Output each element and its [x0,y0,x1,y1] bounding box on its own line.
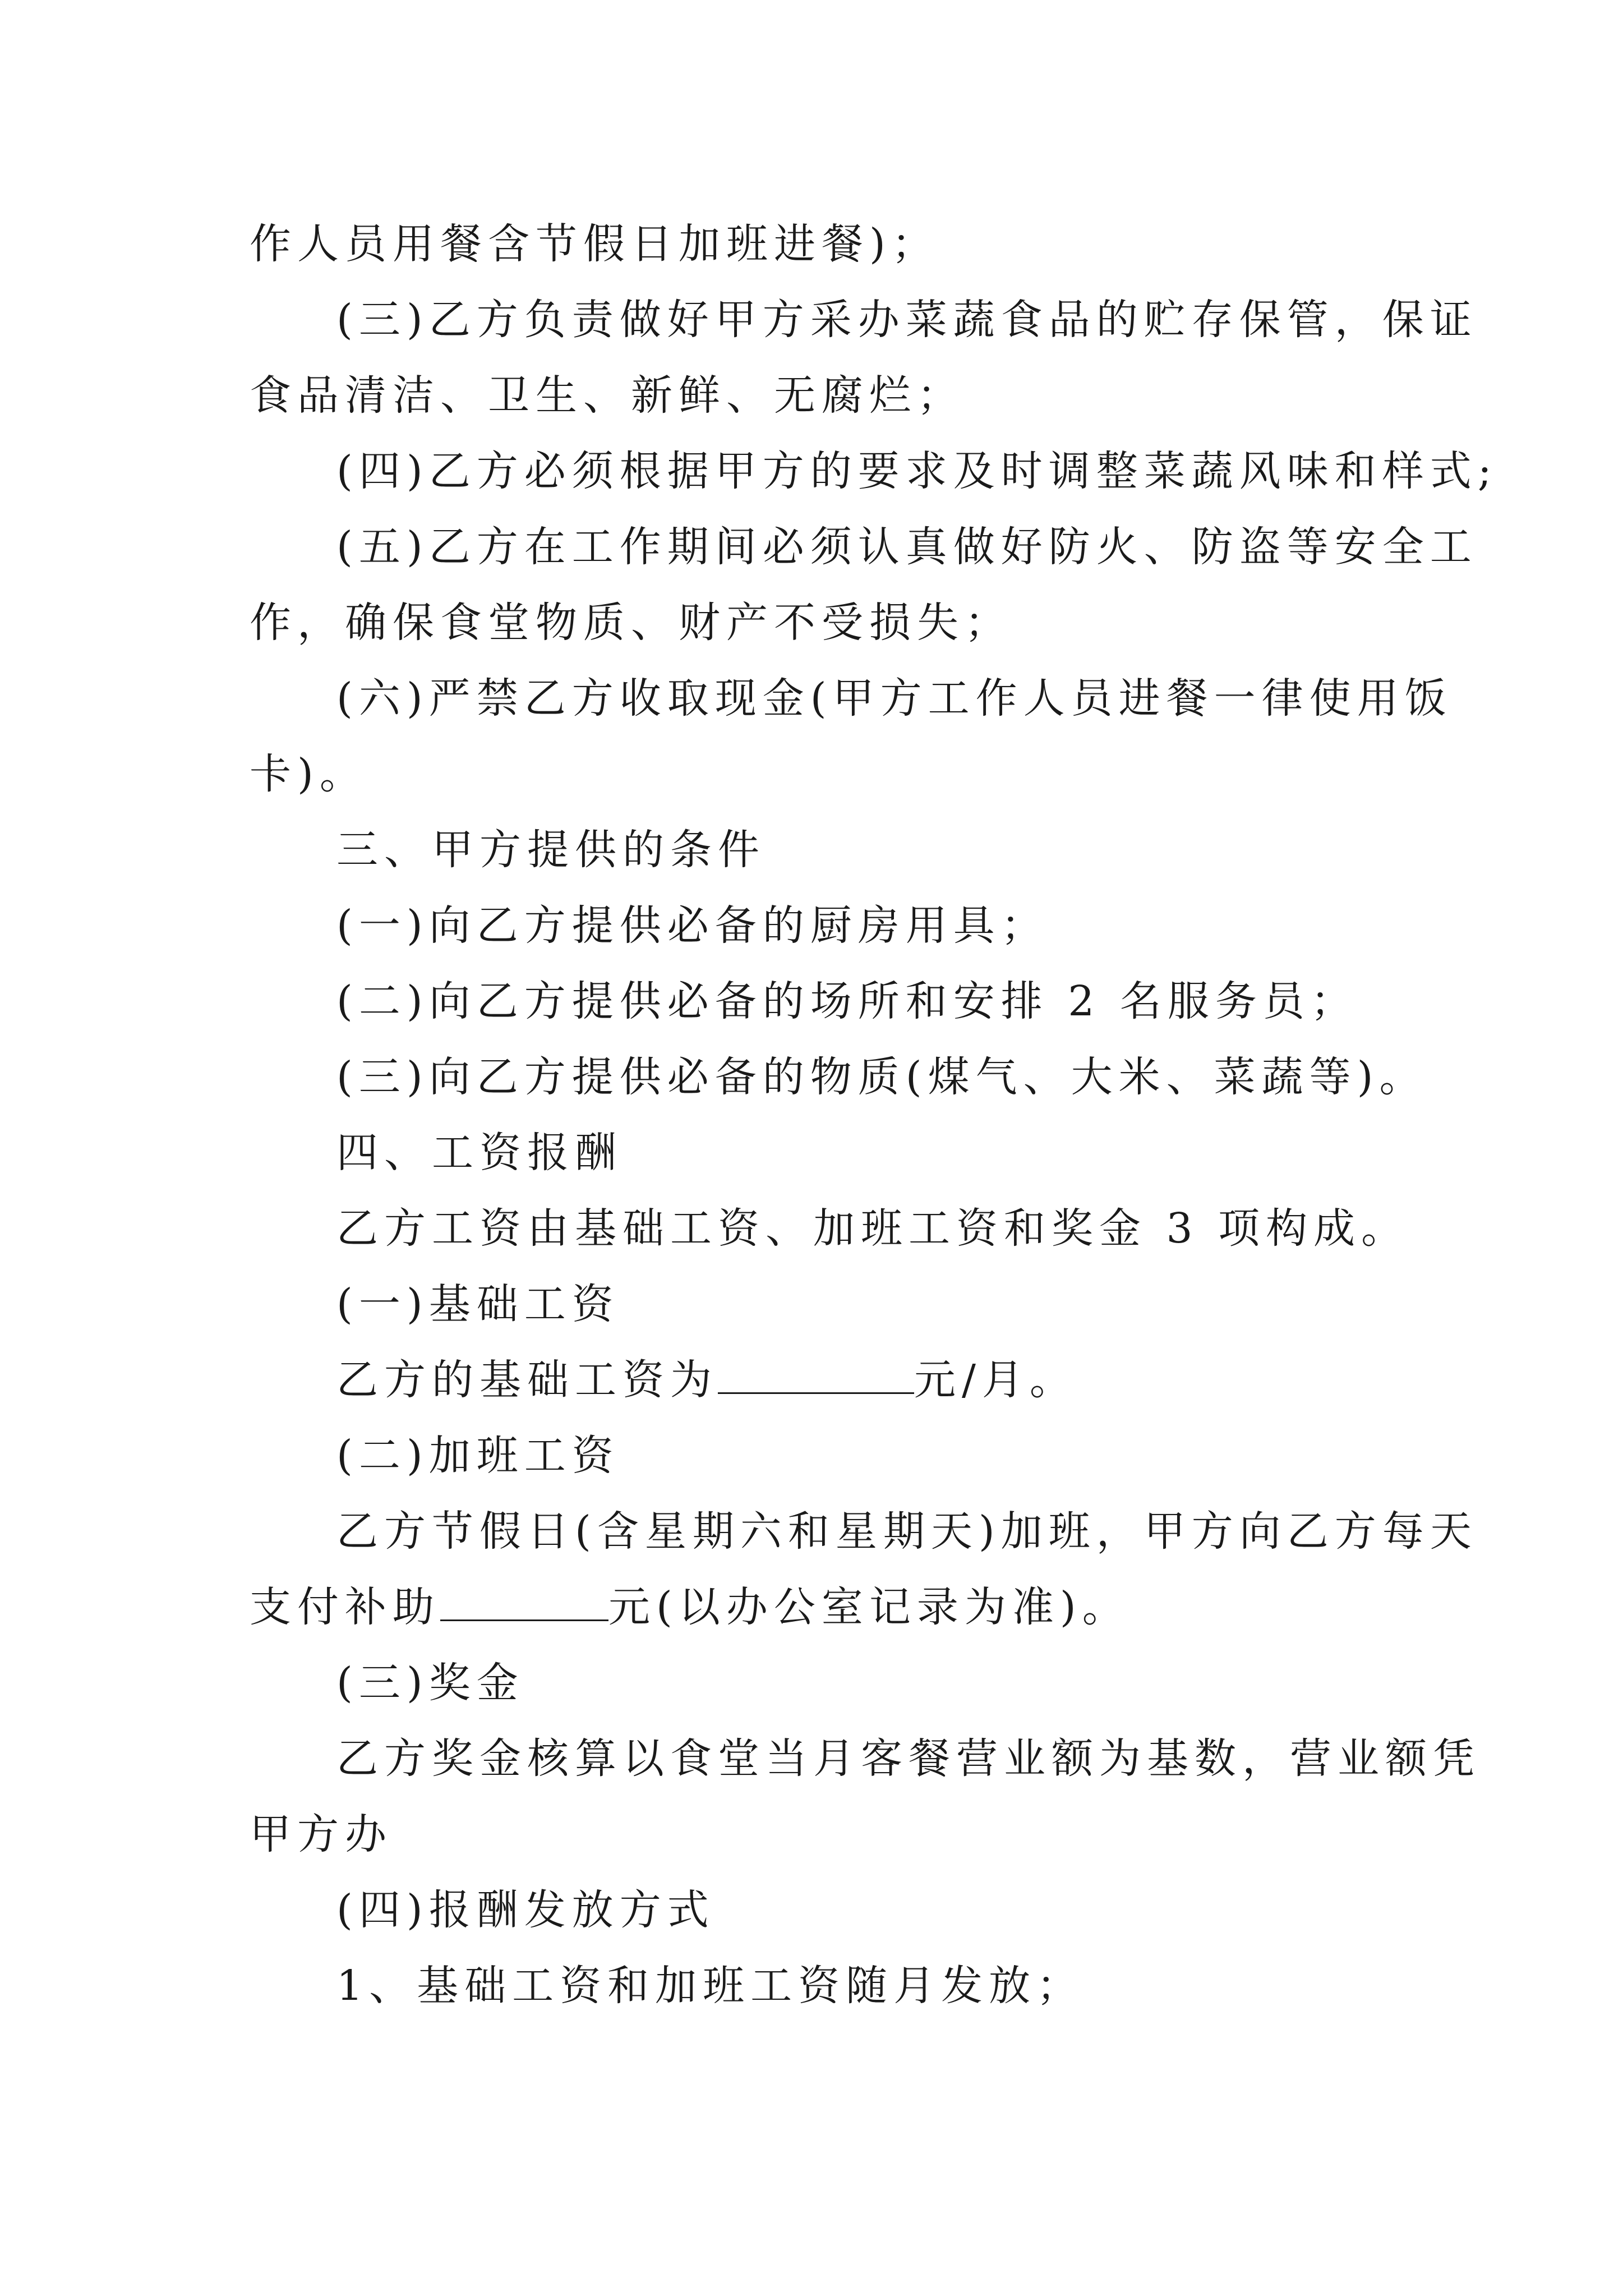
paragraph-line: 食品清洁、卫生、新鲜、无腐烂； [250,371,965,420]
paragraph-line: (六)严禁乙方收取现金(甲方工作人员进餐一律使用饭 [336,674,1453,723]
paragraph-line: (三)向乙方提供必备的物质(煤气、大米、菜蔬等)。 [336,1053,1427,1101]
line-text-before-blank: 支付补助 [250,1583,440,1631]
section-heading: 四、工资报酬 [336,1129,623,1177]
line-text-after-blank: 元/月。 [914,1356,1077,1404]
paragraph-line: (一)向乙方提供必备的厨房用具； [336,901,1049,950]
fill-in-blank [440,1582,608,1621]
subsection-heading: (四)报酬发放方式 [336,1886,715,1934]
fill-in-blank [718,1355,914,1394]
section-heading: 三、甲方提供的条件 [336,826,766,874]
paragraph-line: 卡)。 [250,750,367,798]
paragraph-line: 作人员用餐含节假日加班进餐)； [250,220,939,268]
subsection-heading: (一)基础工资 [336,1280,620,1328]
paragraph-line: 乙方节假日(含星期六和星期天)加班，甲方向乙方每天 [336,1507,1478,1556]
line-text-before-blank: 乙方的基础工资为 [336,1356,718,1404]
paragraph-line [250,1579,1130,1635]
paragraph-line: 甲方办 [250,1810,393,1858]
paragraph-line: 乙方奖金核算以食堂当月客餐营业额为基数，营业额凭 [336,1734,1481,1783]
paragraph-line: (四)乙方必须根据甲方的要求及时调整菜蔬风味和样式; [336,447,1498,495]
subsection-heading: (三)奖金 [336,1659,524,1707]
paragraph-line: (二)向乙方提供必备的场所和安排 2 名服务员； [336,977,1358,1025]
subsection-heading: (二)加班工资 [336,1432,620,1480]
paragraph-line: (三)乙方负责做好甲方采办菜蔬食品的贮存保管，保证 [336,296,1478,344]
paragraph-line: (五)乙方在工作期间必须认真做好防火、防盗等安全工 [336,523,1478,571]
paragraph-line [336,1352,1077,1408]
line-text-after-blank: 元(以办公室记录为准)。 [608,1583,1130,1631]
paragraph-line: 乙方工资由基础工资、加班工资和奖金 3 项构成。 [336,1204,1409,1253]
paragraph-line: 1、基础工资和加班工资随月发放； [336,1962,1085,2010]
paragraph-line: 作，确保食堂物质、财产不受损失； [250,599,1012,647]
